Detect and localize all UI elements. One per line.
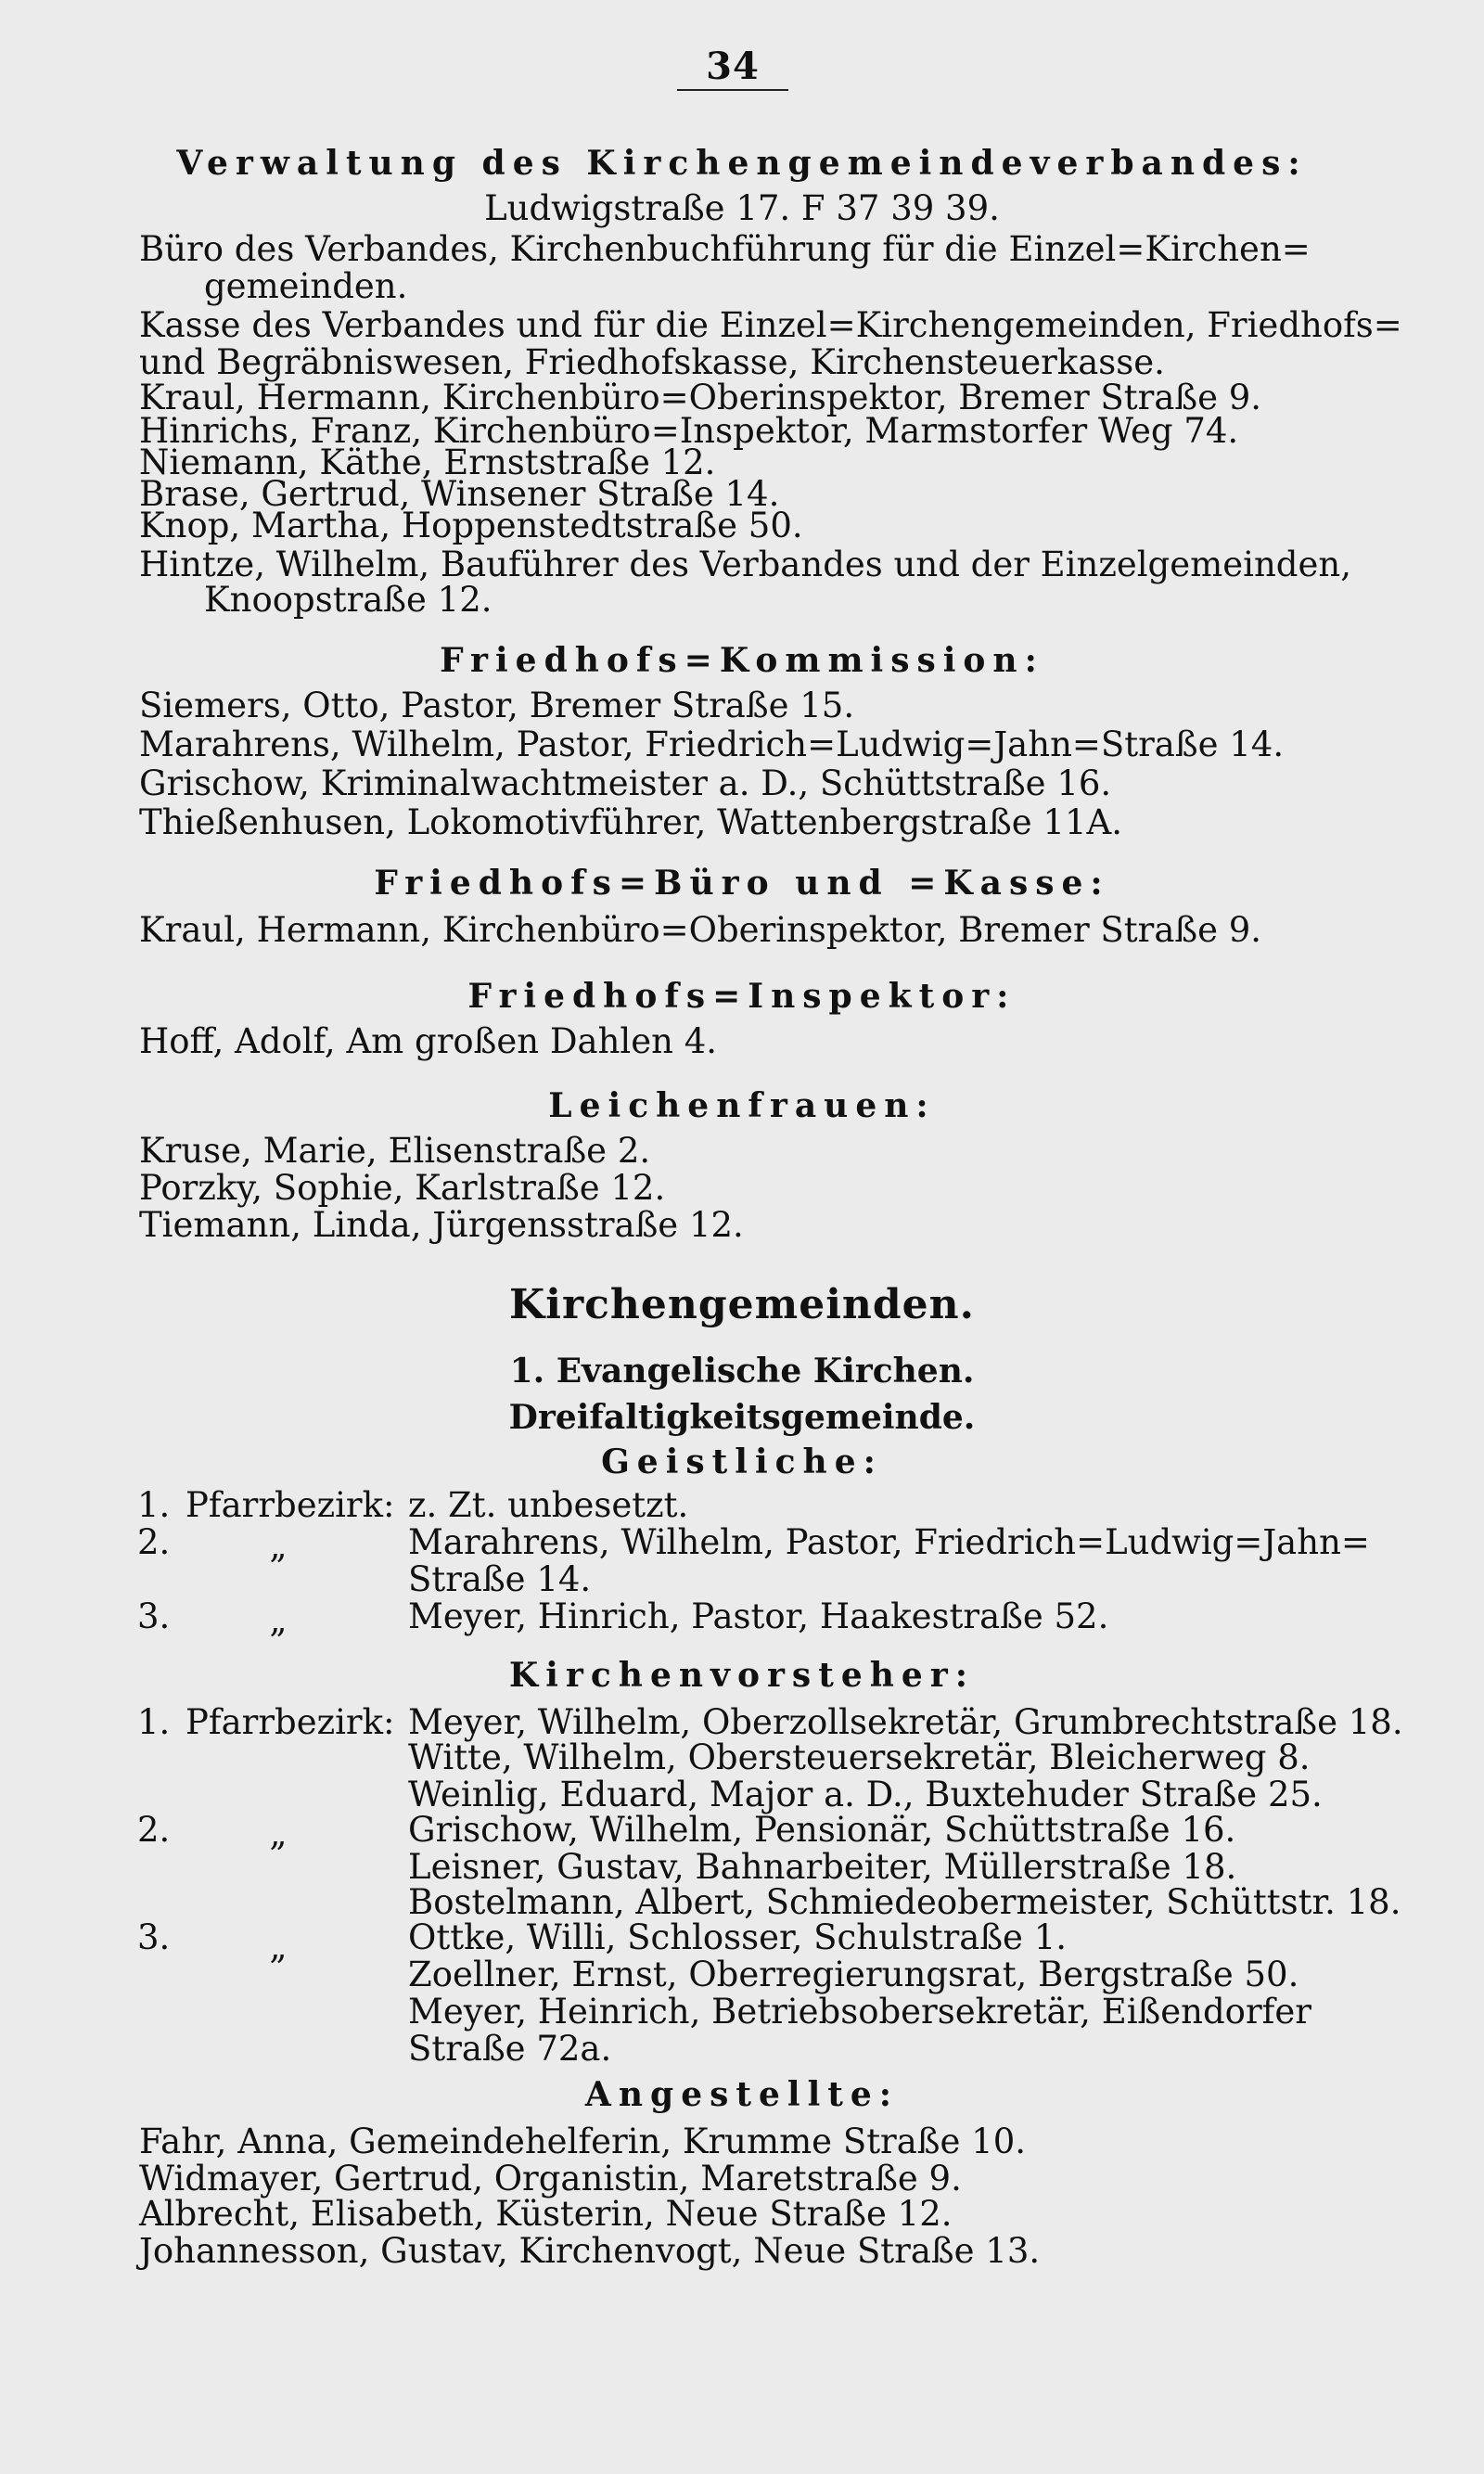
kv-row-7-num: 3. — [137, 1917, 171, 1957]
leichenfrauen-line-2: Porzky, Sophie, Karlstraße 12. — [139, 1168, 666, 1208]
kv-row-9-text: Meyer, Heinrich, Betriebsobersekretär, Eißendorfer — [408, 1992, 1311, 2032]
angestellte-line-4: Johannesson, Gustav, Kirchenvogt, Neue Straße 13. — [139, 2231, 1041, 2271]
leichenfrauen-title: Leichenfrauen: — [548, 1086, 936, 1125]
verwaltung-address: Ludwigstraße 17. F 37 39 39. — [484, 188, 1000, 228]
kv-row-7-label: „ — [269, 1927, 288, 1967]
kv-row-3-text: Weinlig, Eduard, Major a. D., Buxtehuder Straße 25. — [408, 1775, 1323, 1814]
inspektor-title: Friedhofs=Inspektor: — [467, 977, 1017, 1016]
kirchengemeinden-subtitle-1: 1. Evangelische Kirchen. — [509, 1352, 975, 1391]
kv-row-4-text: Grischow, Wilhelm, Pensionär, Schüttstraße 16. — [408, 1810, 1236, 1850]
kommission-line-3: Grischow, Kriminalwachtmeister a. D., Schüttstraße 16. — [139, 763, 1112, 803]
geistliche-row-2-label: „ — [269, 1526, 288, 1566]
verwaltung-line-5: Kraul, Hermann, Kirchenbüro=Oberinspektor, Bremer Straße 9. — [139, 378, 1262, 417]
page-number: 34 — [677, 48, 788, 91]
kommission-line-1: Siemers, Otto, Pastor, Bremer Straße 15. — [139, 686, 855, 725]
kv-row-7-text: Ottke, Willi, Schlosser, Schulstraße 1. — [408, 1917, 1068, 1957]
kommission-line-2: Marahrens, Wilhelm, Pastor, Friedrich=Ludwig=Jahn=Straße 14. — [139, 724, 1285, 764]
angestellte-title: Angestellte: — [584, 2075, 900, 2114]
verwaltung-title: Verwaltung des Kirchengemeindeverbandes: — [176, 144, 1308, 183]
kv-row-10-text: Straße 72a. — [408, 2029, 612, 2069]
leichenfrauen-line-1: Kruse, Marie, Elisenstraße 2. — [139, 1131, 651, 1171]
verwaltung-line-7: Niemann, Käthe, Ernststraße 12. — [139, 442, 716, 482]
buero-title: Friedhofs=Büro und =Kasse: — [374, 864, 1110, 903]
verwaltung-line-8: Brase, Gertrud, Winsener Straße 14. — [139, 474, 780, 514]
verwaltung-line-2: gemeinden. — [204, 266, 408, 306]
kv-row-5-text: Leisner, Gustav, Bahnarbeiter, Müllerstraße 18. — [408, 1847, 1237, 1887]
kommission-line-4: Thießenhusen, Lokomotivführer, Wattenbergstraße 11A. — [139, 802, 1122, 842]
kv-row-1-text: Meyer, Wilhelm, Oberzollsekretär, Grumbrechtstraße 18. — [408, 1702, 1403, 1742]
kv-row-4-num: 2. — [137, 1810, 171, 1850]
angestellte-line-1: Fahr, Anna, Gemeindehelferin, Krumme Straße 10. — [139, 2121, 1027, 2161]
inspektor-line-1: Hoff, Adolf, Am großen Dahlen 4. — [139, 1021, 718, 1061]
kv-row-2-text: Witte, Wilhelm, Obersteuersekretär, Bleicherweg 8. — [408, 1737, 1311, 1777]
geistliche-row-4-num: 3. — [137, 1596, 171, 1636]
verwaltung-line-9: Knop, Martha, Hoppenstedtstraße 50. — [139, 506, 803, 545]
kv-row-1-label: Pfarrbezirk: — [186, 1702, 395, 1742]
verwaltung-line-4: und Begräbniswesen, Friedhofskasse, Kirchensteuerkasse. — [139, 342, 1165, 382]
kirchengemeinden-subtitle-2: Dreifaltigkeitsgemeinde. — [508, 1398, 976, 1437]
geistliche-row-3-text: Straße 14. — [408, 1559, 592, 1599]
kirchengemeinden-title: Kirchengemeinden. — [509, 1281, 975, 1328]
kv-row-8-text: Zoellner, Ernst, Oberregierungsrat, Bergstraße 50. — [408, 1955, 1299, 1994]
angestellte-line-3: Albrecht, Elisabeth, Küsterin, Neue Straße 12. — [139, 2194, 953, 2234]
kv-row-6-text: Bostelmann, Albert, Schmiedeobermeister, Schüttstr. 18. — [408, 1882, 1401, 1922]
verwaltung-line-1: Büro des Verbandes, Kirchenbuchführung für die Einzel=Kirchen= — [139, 229, 1311, 269]
verwaltung-line-6: Hinrichs, Franz, Kirchenbüro=Inspektor, Marmstorfer Weg 74. — [139, 411, 1239, 451]
leichenfrauen-line-3: Tiemann, Linda, Jürgensstraße 12. — [139, 1205, 744, 1245]
kv-row-1-num: 1. — [137, 1702, 171, 1742]
verwaltung-line-11: Knoopstraße 12. — [204, 580, 493, 620]
kommission-title: Friedhofs=Kommission: — [440, 641, 1044, 680]
verwaltung-line-10: Hintze, Wilhelm, Bauführer des Verbandes und der Einzelgemeinden, — [139, 545, 1351, 584]
geistliche-row-1-text: z. Zt. unbesetzt. — [408, 1485, 689, 1525]
kirchenvorsteher-title: Kirchenvorsteher: — [508, 1656, 976, 1695]
geistliche-row-4-label: „ — [269, 1600, 288, 1640]
kv-row-4-label: „ — [269, 1814, 288, 1853]
verwaltung-line-3: Kasse des Verbandes und für die Einzel=Kirchengemeinden, Friedhofs= — [139, 305, 1402, 345]
geistliche-row-4-text: Meyer, Hinrich, Pastor, Haakestraße 52. — [408, 1596, 1109, 1636]
buero-line-1: Kraul, Hermann, Kirchenbüro=Oberinspektor, Bremer Straße 9. — [139, 910, 1262, 950]
geistliche-row-1-num: 1. — [137, 1485, 171, 1525]
angestellte-line-2: Widmayer, Gertrud, Organistin, Maretstraße 9. — [139, 2159, 962, 2198]
geistliche-row-2-text: Marahrens, Wilhelm, Pastor, Friedrich=Ludwig=Jahn= — [408, 1522, 1370, 1562]
geistliche-row-1-label: Pfarrbezirk: — [186, 1485, 395, 1525]
geistliche-title: Geistliche: — [601, 1442, 883, 1481]
geistliche-row-2-num: 2. — [137, 1522, 171, 1562]
